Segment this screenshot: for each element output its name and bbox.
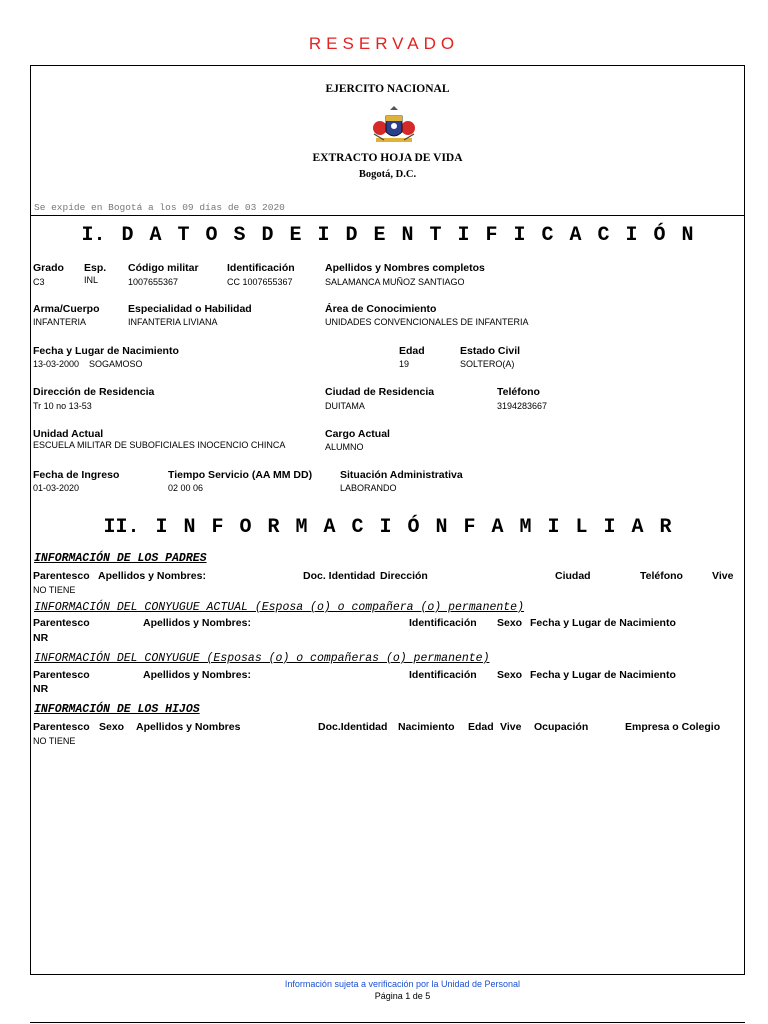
padres-col-vive: Vive xyxy=(712,570,734,582)
identificacion-value: CC 1007655367 xyxy=(227,277,293,287)
direccion-label: Dirección de Residencia xyxy=(33,386,155,398)
army-coat-of-arms-icon xyxy=(370,104,418,148)
ingreso-value: 01-03-2020 xyxy=(33,483,80,493)
especialidad-value: INFANTERIA LIVIANA xyxy=(128,317,218,327)
conyuge-subtitle: INFORMACIÓN DEL CONYUGUE (Esposas (o) o compañeras (o) permanente) xyxy=(34,652,490,665)
section-familiar-title: II. I N F O R M A C I Ó N F A M I L I A R xyxy=(103,516,672,539)
nacimiento-fecha: 13-03-2000 xyxy=(33,359,80,369)
cargo-value: ALUMNO xyxy=(325,442,364,452)
hijos-col-empresa: Empresa o Colegio xyxy=(625,721,721,733)
nacimiento-label: Fecha y Lugar de Nacimiento xyxy=(33,345,179,357)
header-divider xyxy=(30,215,745,216)
padres-col-parentesco: Parentesco xyxy=(33,570,90,582)
hijos-col-doc: Doc.Identidad xyxy=(318,721,388,733)
edad-label: Edad xyxy=(399,345,425,357)
hijos-value: NO TIENE xyxy=(33,736,76,746)
bottom-divider xyxy=(30,1022,745,1023)
conyuge-col-parentesco: Parentesco xyxy=(33,669,90,681)
hijos-col-nacimiento: Nacimiento xyxy=(398,721,455,733)
classification-banner: RESERVADO xyxy=(308,34,460,53)
nacimiento-lugar: SOGAMOSO xyxy=(89,359,143,369)
padres-col-ciudad: Ciudad xyxy=(555,570,591,582)
issue-statement: Se expide en Bogotá a los 09 días de 03 2020 xyxy=(34,202,285,213)
hijos-col-sexo: Sexo xyxy=(99,721,125,733)
arma-value: INFANTERIA xyxy=(33,317,87,327)
hijos-col-ocupacion: Ocupación xyxy=(534,721,589,733)
conyuge-value: NR xyxy=(33,683,49,695)
hijos-col-edad: Edad xyxy=(468,721,494,733)
conyuge-col-apellidos: Apellidos y Nombres: xyxy=(143,669,251,681)
area-label: Área de Conocimiento xyxy=(325,303,437,315)
nombres-label: Apellidos y Nombres completos xyxy=(325,262,485,274)
nombres-value: SALAMANCA MUÑOZ SANTIAGO xyxy=(325,277,465,287)
padres-col-telefono: Teléfono xyxy=(640,570,683,582)
grado-label: Grado xyxy=(33,262,64,274)
area-value: UNIDADES CONVENCIONALES DE INFANTERIA xyxy=(325,317,529,327)
ciudad-value: DUITAMA xyxy=(325,401,365,411)
direccion-value: Tr 10 no 13-53 xyxy=(33,401,92,411)
padres-value: NO TIENE xyxy=(33,585,76,595)
estado-civil-label: Estado Civil xyxy=(460,345,521,357)
conyuge-actual-col-parentesco: Parentesco xyxy=(33,617,90,629)
padres-subtitle: INFORMACIÓN DE LOS PADRES xyxy=(34,552,207,565)
section-identification-title: I. D A T O S D E I D E N T I F I C A C I Ó N xyxy=(81,224,694,247)
conyuge-actual-col-apellidos: Apellidos y Nombres: xyxy=(143,617,251,629)
conyuge-col-sexo: Sexo xyxy=(497,669,523,681)
ingreso-label: Fecha de Ingreso xyxy=(33,469,120,481)
codigo-militar-value: 1007655367 xyxy=(128,277,179,287)
hijos-col-parentesco: Parentesco xyxy=(33,721,90,733)
document-city: Bogotá, D.C. xyxy=(358,169,417,180)
padres-col-doc: Doc. Identidad xyxy=(303,570,376,582)
padres-col-direccion: Dirección xyxy=(380,570,428,582)
identificacion-label: Identificación xyxy=(227,262,295,274)
hijos-col-vive: Vive xyxy=(500,721,522,733)
padres-col-apellidos: Apellidos y Nombres: xyxy=(98,570,206,582)
telefono-label: Teléfono xyxy=(497,386,540,398)
verification-note: Información sujeta a verificación por la Unidad de Personal xyxy=(284,979,521,989)
especialidad-short-label: Esp. xyxy=(84,262,107,274)
conyuge-actual-col-sexo: Sexo xyxy=(497,617,523,629)
especialidad-label: Especialidad o Habilidad xyxy=(128,303,252,315)
ciudad-label: Ciudad de Residencia xyxy=(325,386,435,398)
grado-value: C3 xyxy=(33,277,45,287)
especialidad-short-value: INL xyxy=(84,275,99,285)
tiempo-servicio-value: 02 00 06 xyxy=(168,483,204,493)
unidad-label: Unidad Actual xyxy=(33,428,104,440)
telefono-value: 3194283667 xyxy=(497,401,548,411)
situacion-value: LABORANDO xyxy=(340,483,397,493)
conyuge-actual-col-nacimiento: Fecha y Lugar de Nacimiento xyxy=(530,617,676,629)
situacion-label: Situación Administrativa xyxy=(340,469,463,481)
hijos-subtitle: INFORMACIÓN DE LOS HIJOS xyxy=(34,703,200,716)
hijos-col-apellidos: Apellidos y Nombres xyxy=(136,721,241,733)
page-number: Página 1 de 5 xyxy=(374,991,431,1001)
edad-value: 19 xyxy=(399,359,410,369)
conyuge-col-identificacion: Identificación xyxy=(409,669,477,681)
tiempo-servicio-label: Tiempo Servicio (AA MM DD) xyxy=(168,469,313,481)
conyuge-actual-col-identificacion: Identificación xyxy=(409,617,477,629)
conyuge-actual-value: NR xyxy=(33,632,49,644)
conyuge-actual-subtitle: INFORMACIÓN DEL CONYUGUE ACTUAL (Esposa (o) o compañera (o) permanente) xyxy=(34,601,524,614)
organization-name: EJERCITO NACIONAL xyxy=(325,83,450,95)
arma-label: Arma/Cuerpo xyxy=(33,303,100,315)
unidad-value: ESCUELA MILITAR DE SUBOFICIALES INOCENCIO CHINCA xyxy=(33,440,286,450)
codigo-militar-label: Código militar xyxy=(128,262,199,274)
conyuge-col-nacimiento: Fecha y Lugar de Nacimiento xyxy=(530,669,676,681)
estado-civil-value: SOLTERO(A) xyxy=(460,359,515,369)
document-title: EXTRACTO HOJA DE VIDA xyxy=(312,152,463,164)
cargo-label: Cargo Actual xyxy=(325,428,390,440)
